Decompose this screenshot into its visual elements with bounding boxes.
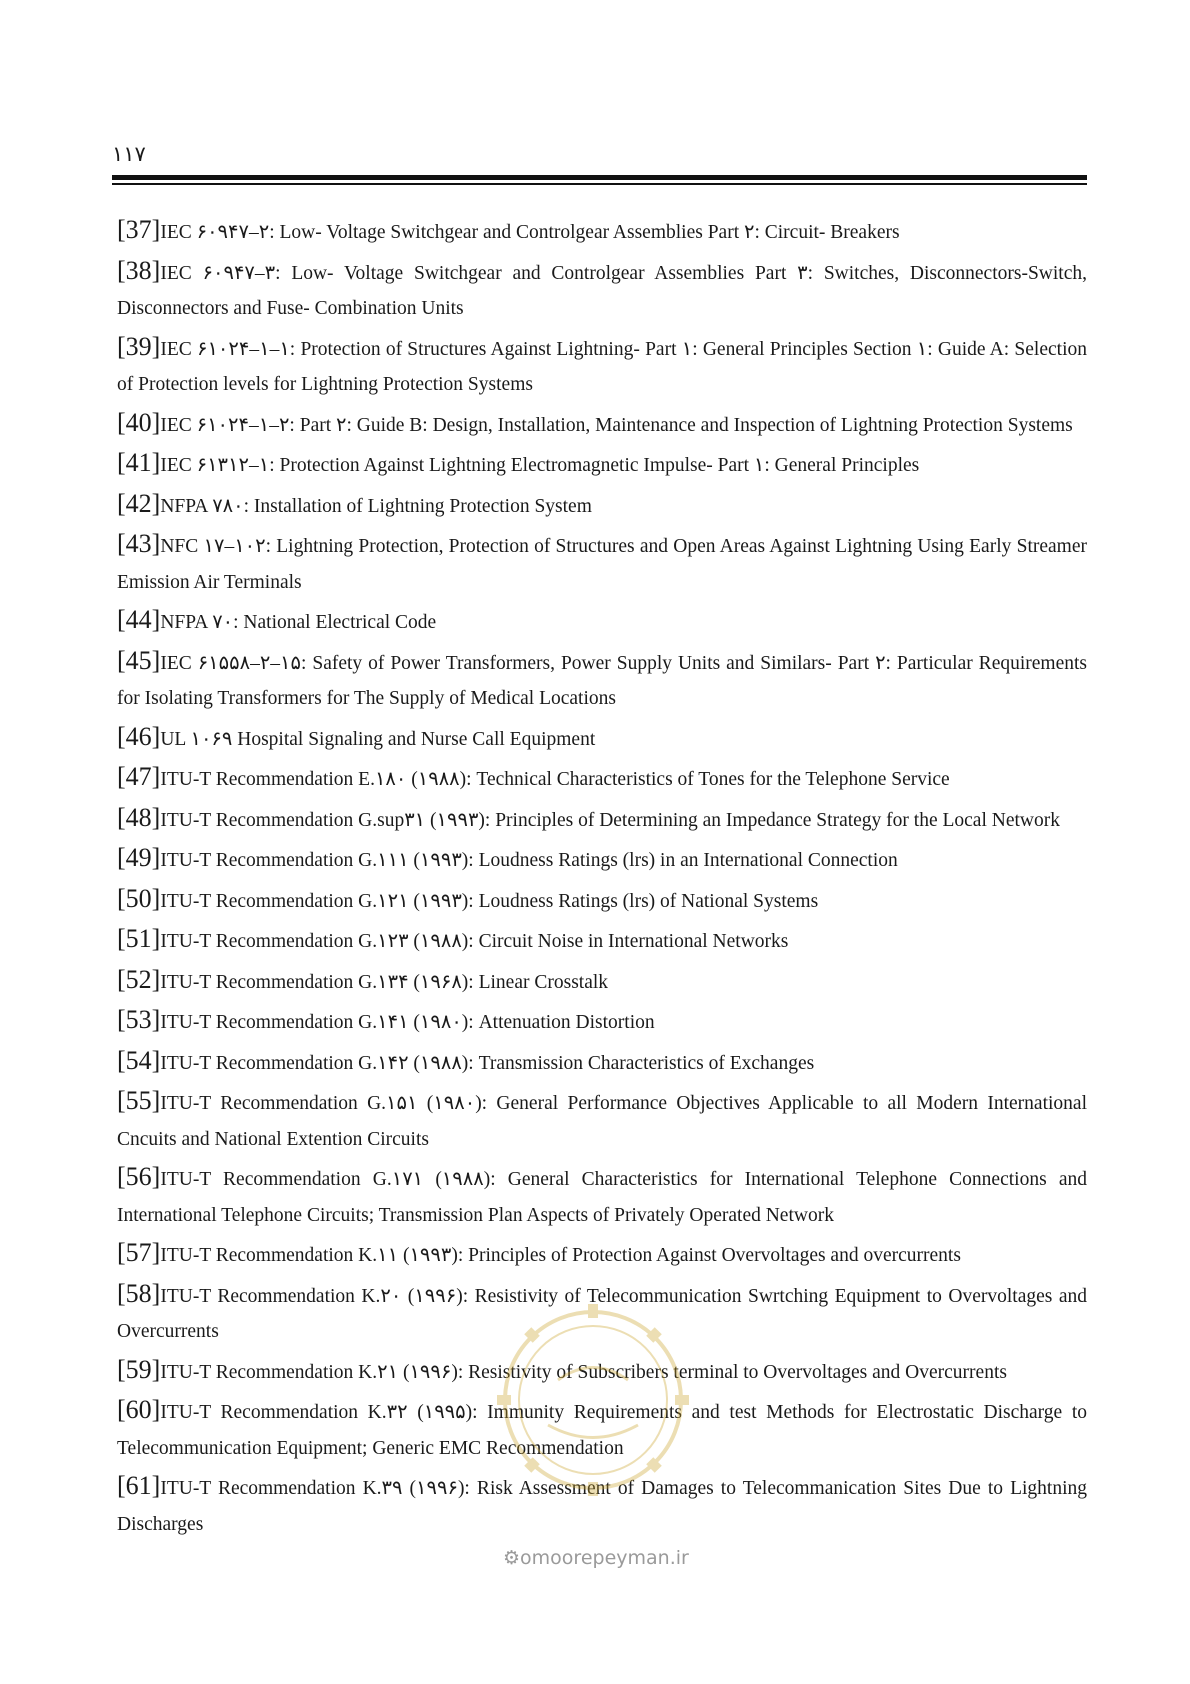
- reference-item: [117, 1162, 1087, 1233]
- header-rule-thin: [112, 183, 1087, 185]
- reference-text: ITU-T Recommendation K.۲۱ (۱۹۹۶): Resistivity of Subscribers terminal to Overvoltages and Overcurrents: [160, 1361, 1007, 1383]
- reference-text: ITU-T Recommendation G.sup۳۱ (۱۹۹۳): Principles of Determining an Impedance Strategy for the Local Network: [160, 809, 1060, 831]
- reference-text: ITU-T Recommendation E.۱۸۰ (۱۹۸۸): Technical Characteristics of Tones for the Telephone Service: [160, 769, 950, 790]
- reference-number: [59]: [117, 1354, 161, 1384]
- reference-item: [117, 1005, 1087, 1041]
- reference-item: [117, 256, 1087, 327]
- reference-number: [56]: [117, 1162, 161, 1191]
- reference-text: ITU-T Recommendation G.۱۲۳ (۱۹۸۸): Circuit Noise in International Networks: [160, 931, 789, 952]
- reference-number: [44]: [117, 605, 161, 634]
- reference-item: [117, 884, 1087, 920]
- reference-text: ITU-T Recommendation G.۱۵۱ (۱۹۸۰): General Performance Objectives Applicable to all Modern International Cncuits and National Extention Circuits: [117, 1093, 1087, 1150]
- page-number: ۱۱۷: [112, 142, 146, 166]
- reference-text: IEC ۶۱۰۲۴–۱–۲: Part ۲: Guide B: Design, Installation, Maintenance and Inspection of Lightning Protection Systems: [160, 414, 1073, 436]
- reference-text: ITU-T Recommendation G.۱۴۱ (۱۹۸۰): Attenuation Distortion: [160, 1012, 655, 1033]
- reference-number: [38]: [117, 255, 161, 285]
- reference-text: NFPA ۷۰: National Electrical Code: [160, 612, 437, 633]
- reference-text: IEC ۶۱۳۱۲–۱: Protection Against Lightning Electromagnetic Impulse- Part ۱: General Principles: [160, 455, 920, 476]
- reference-item: [117, 803, 1087, 839]
- reference-item: [117, 762, 1087, 798]
- reference-number: [50]: [117, 883, 161, 913]
- reference-number: [43]: [117, 529, 161, 558]
- reference-text: NFC ۱۷–۱۰۲: Lightning Protection, Protection of Structures and Open Areas Against Lightning Using Early Streamer Emission Air Terminals: [117, 536, 1087, 593]
- reference-text: UL ۱۰۶۹ Hospital Signaling and Nurse Call Equipment: [160, 728, 596, 750]
- reference-number: [46]: [117, 721, 161, 751]
- reference-text: ITU-T Recommendation G.۱۳۴ (۱۹۶۸): Linear Crosstalk: [160, 971, 609, 993]
- reference-number: [47]: [117, 762, 161, 791]
- reference-text: ITU-T Recommendation K.۲۰ (۱۹۹۶): Resistivity of Telecommunication Swrtching Equipment to Overvoltages and Overcurrents: [117, 1285, 1087, 1342]
- reference-number: [49]: [117, 843, 161, 872]
- reference-text: NFPA ۷۸۰: Installation of Lightning Protection System: [160, 495, 592, 517]
- reference-text: ITU-T Recommendation K.۱۱ (۱۹۹۳): Principles of Protection Against Overvoltages and overcurrents: [160, 1245, 961, 1266]
- reference-text: ITU-T Recommendation K.۳۲ (۱۹۹۵): Immunity Requirements and test Methods for Electrostatic Discharge to Telecommunication Equipment; Generic EMC Recommendation: [117, 1402, 1087, 1459]
- reference-item: [117, 529, 1087, 600]
- reference-text: IEC ۶۱۵۵۸–۲–۱۵: Safety of Power Transformers, Power Supply Units and Similars- Part ۲: Particular Requirements for Isolating Transformers for The Supply of Medical Locations: [117, 652, 1087, 709]
- reference-item: [117, 489, 1087, 525]
- reference-number: [53]: [117, 1005, 161, 1034]
- reference-number: [41]: [117, 448, 161, 477]
- reference-number: [39]: [117, 331, 161, 361]
- gear-icon: ⚙: [503, 1547, 521, 1569]
- reference-number: [42]: [117, 488, 161, 518]
- reference-number: [37]: [117, 215, 161, 244]
- reference-number: [60]: [117, 1395, 161, 1424]
- watermark-url: ⚙omoorepeyman.ir: [503, 1547, 689, 1569]
- reference-item: [117, 1086, 1087, 1157]
- reference-item: [117, 965, 1087, 1001]
- reference-number: [51]: [117, 924, 161, 953]
- reference-item: [117, 448, 1087, 484]
- reference-item: [117, 1046, 1087, 1082]
- reference-item: [117, 722, 1087, 758]
- reference-text: IEC ۶۰۹۴۷–۲: Low- Voltage Switchgear and Controlgear Assemblies Part ۲: Circuit- Breakers: [160, 222, 900, 243]
- reference-number: [55]: [117, 1086, 161, 1115]
- reference-text: ITU-T Recommendation K.۳۹ (۱۹۹۶): Risk Assessment of Damages to Telecommanication Sites Due to Lightning Discharges: [117, 1478, 1087, 1535]
- reference-number: [45]: [117, 645, 161, 675]
- reference-text: ITU-T Recommendation G.۱۱۱ (۱۹۹۳): Loudness Ratings (lrs) in an International Connection: [160, 850, 898, 871]
- reference-number: [48]: [117, 802, 161, 832]
- reference-item: [117, 332, 1087, 403]
- reference-text: ITU-T Recommendation G.۱۲۱ (۱۹۹۳): Loudness Ratings (lrs) of National Systems: [160, 890, 819, 912]
- reference-text: ITU-T Recommendation G.۱۴۲ (۱۹۸۸): Transmission Characteristics of Exchanges: [160, 1052, 815, 1074]
- reference-number: [40]: [117, 407, 161, 437]
- reference-item: [117, 605, 1087, 641]
- reference-item: [117, 843, 1087, 879]
- reference-item: [117, 215, 1087, 251]
- watermark-logo: [468, 1300, 718, 1500]
- reference-text: ITU-T Recommendation G.۱۷۱ (۱۹۸۸): General Characteristics for International Telephone Connections and International Telephone Circuits; Transmission Plan Aspects of Privately Operated Network: [117, 1169, 1087, 1226]
- reference-item: [117, 646, 1087, 717]
- reference-number: [58]: [117, 1278, 161, 1308]
- reference-text: IEC ۶۱۰۲۴–۱–۱: Protection of Structures Against Lightning- Part ۱: General Principles Section ۱: Guide A: Selection of Protection levels for Lightning Protection Systems: [117, 338, 1087, 395]
- reference-item: [117, 1238, 1087, 1274]
- reference-text: IEC ۶۰۹۴۷–۳: Low- Voltage Switchgear and Controlgear Assemblies Part ۳: Switches, Disconnectors-Switch, Disconnectors and Fuse- Combination Units: [117, 262, 1087, 319]
- reference-number: [57]: [117, 1238, 161, 1267]
- reference-number: [54]: [117, 1045, 161, 1075]
- reference-number: [61]: [117, 1471, 161, 1500]
- header-rule-thick: [112, 175, 1087, 180]
- reference-item: [117, 924, 1087, 960]
- reference-item: [117, 408, 1087, 444]
- reference-number: [52]: [117, 964, 161, 994]
